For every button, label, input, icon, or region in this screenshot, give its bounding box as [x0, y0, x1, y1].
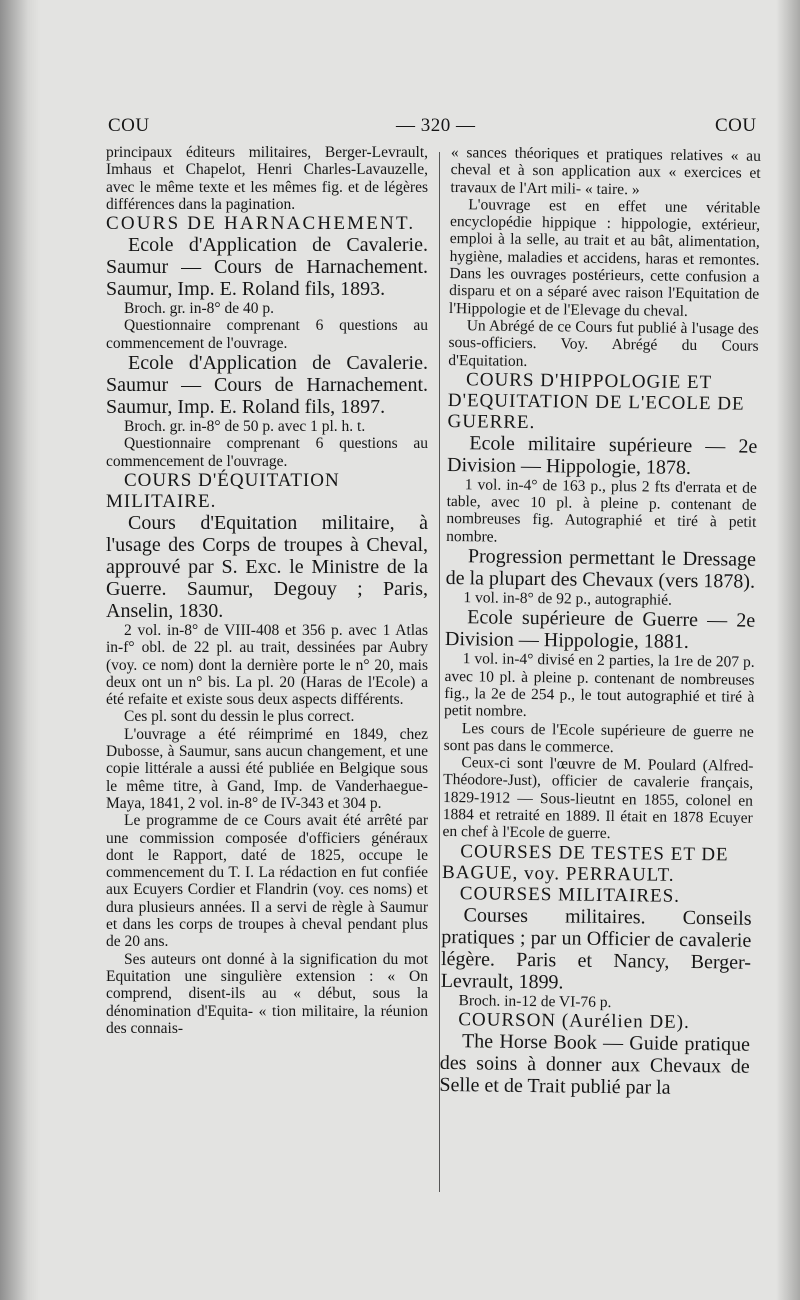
entry-title: Courses militaires. Conseils pratiques ; par un Officier de cavalerie légère. Paris et Nancy, Berger-Levrault, 1899.: [440, 903, 752, 994]
entry-description: 1 vol. in-8° de 92 p., autographié.: [463, 589, 673, 609]
paragraph: Ses auteurs ont donné à la signification du mot Equitation une singulière extension : « On comprend, disent-ils au « début, sous la dénomination d'Equita- « tion militaire, la réunion des connais-: [106, 950, 428, 1037]
section-heading: COURSON (Aurélien DE).: [458, 1009, 690, 1033]
entry-title: Cours d'Equitation militaire, à l'usage des Corps de troupes à Cheval, approuvé par S. Exc. le Ministre de la Guerre. Saumur, Degouy ; Paris, Anselin, 1830.: [106, 511, 428, 622]
entry-title: Ecole supérieure de Guerre — 2e Division — Hippologie, 1881.: [444, 606, 756, 654]
paragraph: Les cours de l'Ecole supérieure de guerre ne sont pas dans le commerce.: [443, 719, 754, 756]
entry-title: Ecole d'Application de Cavalerie. Saumur — Cours de Harnachement. Saumur, Imp. E. Roland fils, 1897.: [106, 352, 428, 419]
entry-description: Broch. in-12 de VI-76 p.: [458, 991, 612, 1011]
section-heading: COURS D'HIPPOLOGIE ET D'EQUITATION DE L'ECOLE DE GUERRE.: [447, 369, 745, 433]
right-column: [439, 144, 761, 1100]
paragraph: L'ouvrage est en effet une véritable encyclopédie hippique : hippologie, extérieur, emploi à la selle, au trait et au bât, alimentation, hygiène, maladies et accidens, haras et remontes. Dans les ouvrages postérieurs, cette confusion a disparu et on a séparé avec raison l'Equitation de l'Hippologie et de l'Elevage du cheval.: [448, 196, 761, 320]
paragraph: Le programme de ce Cours avait été arrêté par une commission composée d'officiers généraux dont le Rapport, daté de 1825, occupe le commencement du T. I. La rédaction en fut confiée aux Ecuyers Cordier et Flandrin (voy. ces noms) et dura plusieurs années. Il a servi de règle à Saumur et dans les corps de troupes à cheval pendant plus de 20 ans.: [106, 812, 428, 951]
left-column: [106, 144, 428, 1037]
entry-description: Broch. gr. in-8° de 50 p. avec 1 pl. h. t.: [124, 418, 366, 436]
entry-title: Progression permettant le Dressage de la plupart des Chevaux (vers 1878).: [445, 545, 757, 593]
entry-title: Ecole d'Application de Cavalerie. Saumur — Cours de Harnachement. Saumur, Imp. E. Roland fils, 1893.: [106, 234, 428, 301]
paragraph: L'ouvrage a été réimprimé en 1849, chez Dubosse, à Saumur, sans aucun changement, et une copie littérale a aussi été publiée en Belgique sous le même titre, à Gand, Imp. de Vanderhaegue-Maya, 1841, 2 vol. in-8° de IV-343 et 304 p.: [106, 725, 428, 812]
paragraph: « sances théoriques et pratiques relatives « au cheval et à son application aux « exercices et travaux de l'Art mili- « taire. »: [450, 144, 761, 198]
entry-note: Questionnaire comprenant 6 questions au commencement de l'ouvrage.: [106, 317, 428, 352]
entry-description: 1 vol. in-4° divisé en 2 parties, la 1re de 207 p. avec 10 pl. à pleine p. contenant de nombreuses fig., la 2e de 254 p., le tout autographié et tiré à petit nombre.: [443, 650, 755, 721]
section-heading: COURSES DE TESTES ET DE BAGUE, voy. PERRAULT.: [441, 840, 729, 886]
entry-description: 1 vol. in-4° de 163 p., plus 2 fts d'errata et de table, avec 10 pl. à pleine p. contenant de nombreuses fig. Autographié et tiré à petit nombre.: [446, 476, 757, 546]
entry-description: Broch. gr. in-8° de 40 p.: [124, 300, 274, 318]
paragraph: principaux éditeurs militaires, Berger-Levrault, Imhaus et Chapelot, Henri Charles-Lavauzelle, avec le même texte et les mêmes fig. et de légères différences dans la pagination.: [106, 144, 428, 213]
page-number: — 320 —: [396, 115, 476, 136]
binding-shadow: [0, 0, 40, 1300]
entry-note: Questionnaire comprenant 6 questions au commencement de l'ouvrage.: [106, 435, 428, 470]
running-head-left: COU: [108, 115, 150, 136]
section-heading: COURS D'ÉQUITATION MILITAIRE.: [106, 469, 340, 512]
entry-title: The Horse Book — Guide pratique des soins à donner aux Chevaux de Selle et de Trait publié par la: [439, 1030, 751, 1099]
running-head-right: COU: [715, 115, 757, 136]
paragraph: Un Abrégé de ce Cours fut publié à l'usage des sous-officiers. Voy. Abrégé du Cours d'Equitation.: [448, 317, 759, 370]
entry-description: 2 vol. in-8° de VIII-408 et 356 p. avec 1 Atlas in-f° obl. de 22 pl. au trait, dessinées par Aubry (voy. ce nom) dont la dernière porte le n° 20, mais deux ont un n° bis. La pl. 20 (Haras de l'Ecole) a été refaite et existe sous deux aspects différents.: [106, 621, 428, 709]
entry-title: Ecole militaire supérieure — 2e Division — Hippologie, 1878.: [446, 432, 758, 479]
paragraph: Ces pl. sont du dessin le plus correct.: [124, 708, 355, 726]
page-edge-shadow: [776, 0, 800, 1300]
section-heading: COURSES MILITAIRES.: [459, 882, 681, 907]
paragraph: Ceux-ci sont l'œuvre de M. Poulard (Alfred-Théodore-Just), officier de cavalerie français, 1829-1912 — Sous-lieutnt en 1855, colonel en 1884 et retraité en 1889. Il était en 1878 Ecuyer en chef à l'Ecole de guerre.: [442, 754, 754, 843]
section-heading: COURS DE HARNACHEMENT.: [106, 213, 416, 235]
